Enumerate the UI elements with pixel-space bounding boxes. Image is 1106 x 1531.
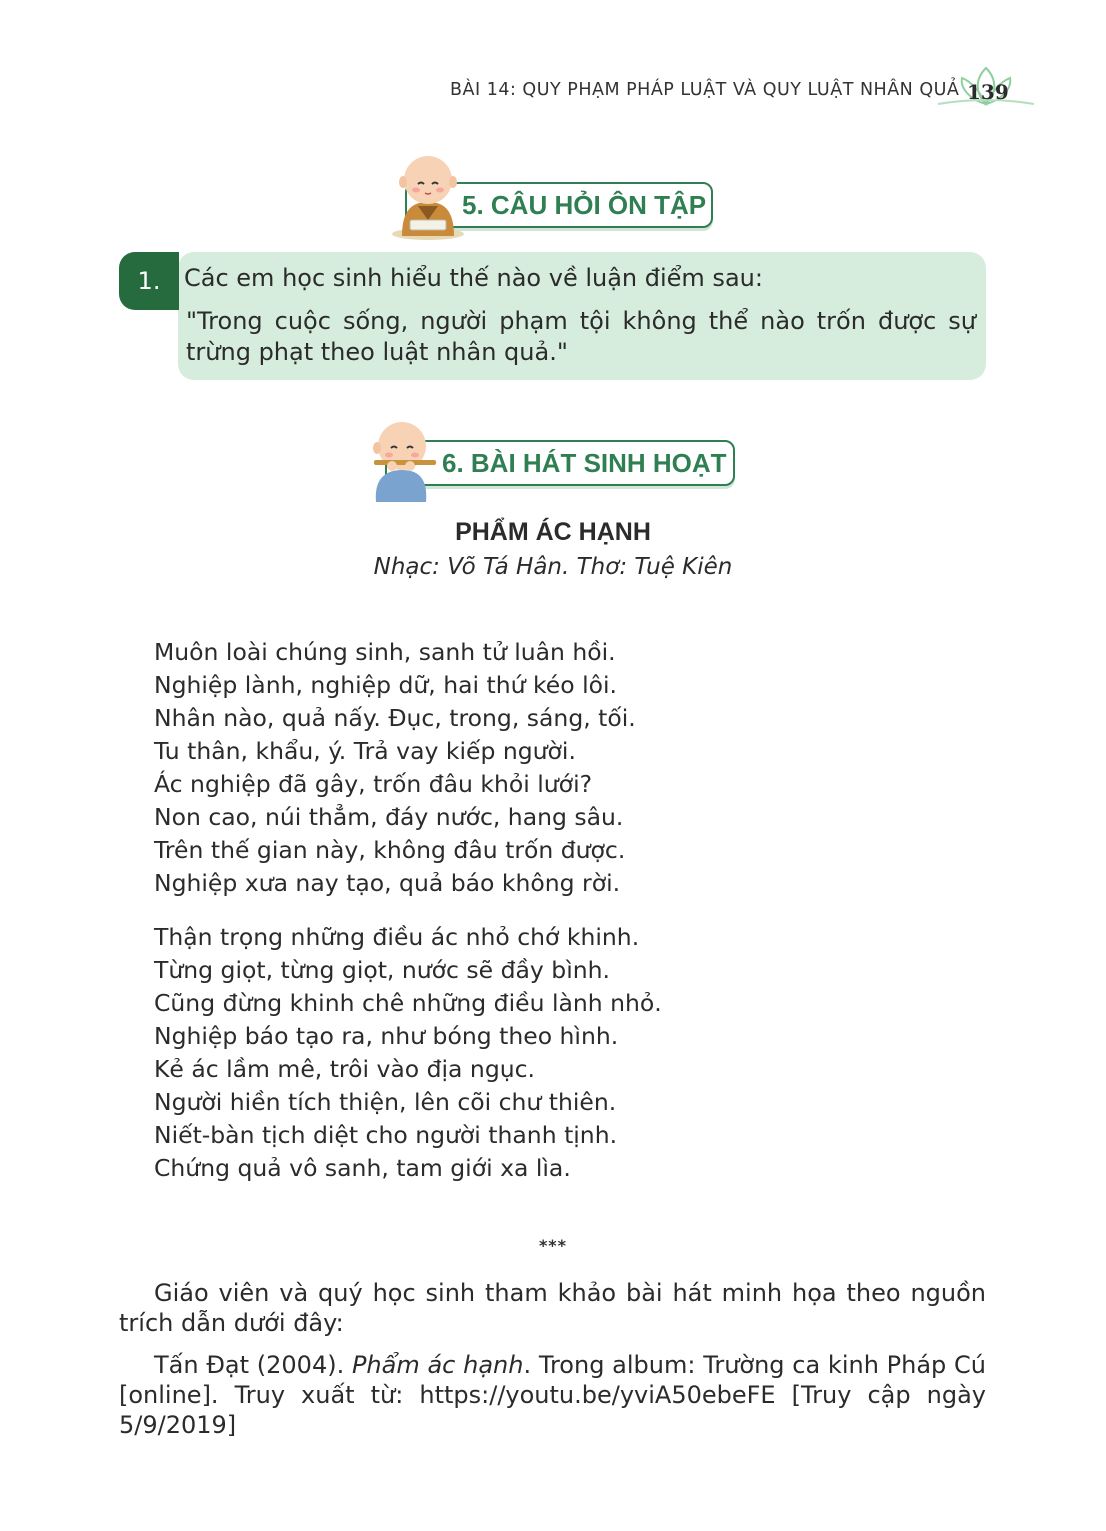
lyric-line: Ác nghiệp đã gây, trốn đâu khỏi lưới? bbox=[154, 770, 593, 798]
citation-details: . Trong album: Trường ca kinh Pháp Cú [online]. Truy xuất từ: https://youtu.be/yviA50ebeFE [Truy cập ngày 5/9/2019] bbox=[119, 1351, 986, 1439]
reference-intro: Giáo viên và quý học sinh tham khảo bài hát minh họa theo nguồn trích dẫn dưới đây: bbox=[119, 1279, 986, 1337]
stanza-2 bbox=[154, 921, 662, 1185]
question-quote: "Trong cuộc sống, người phạm tội không thể nào trốn được sự trừng phạt theo luật nhân quả." bbox=[186, 307, 976, 366]
separator: *** bbox=[538, 1236, 568, 1255]
question-text: Các em học sinh hiểu thế nào về luận điểm sau: bbox=[184, 264, 763, 292]
lyric-line: Nghiệp báo tạo ra, như bóng theo hình. bbox=[154, 1022, 619, 1050]
citation-title: Phẩm ác hạnh bbox=[351, 1351, 524, 1379]
section-5-title: 5. CÂU HỎI ÔN TẬP bbox=[462, 189, 707, 220]
lyric-line: Nhân nào, quả nấy. Đục, trong, sáng, tối. bbox=[154, 704, 636, 732]
monk-flute-icon bbox=[362, 412, 442, 504]
lyric-line: Nghiệp xưa nay tạo, quả báo không rời. bbox=[154, 869, 621, 897]
running-header: BÀI 14: QUY PHẠM PHÁP LUẬT VÀ QUY LUẬT NHÂN QUẢ bbox=[450, 80, 960, 100]
lyric-line: Non cao, núi thẳm, đáy nước, hang sâu. bbox=[154, 803, 624, 831]
lyric-line: Kẻ ác lầm mê, trôi vào địa ngục. bbox=[154, 1055, 536, 1083]
lyric-line: Trên thế gian này, không đâu trốn được. bbox=[154, 836, 626, 864]
citation-author: Tấn Đạt (2004). bbox=[154, 1351, 352, 1379]
lyric-line: Cũng đừng khinh chê những điều lành nhỏ. bbox=[154, 989, 662, 1017]
section-6-title: 6. BÀI HÁT SINH HOẠT bbox=[442, 447, 727, 478]
stanza-1 bbox=[154, 636, 636, 900]
reference-citation bbox=[119, 1350, 986, 1440]
lyric-line: Thận trọng những điều ác nhỏ chớ khinh. bbox=[154, 923, 640, 951]
lyric-line: Muôn loài chúng sinh, sanh tử luân hồi. bbox=[154, 638, 616, 666]
lyric-line: Người hiền tích thiện, lên cõi chư thiên. bbox=[154, 1088, 617, 1116]
lyric-line: Niết-bàn tịch diệt cho người thanh tịnh. bbox=[154, 1121, 618, 1149]
question-number: 1. bbox=[119, 252, 179, 310]
lyric-line: Từng giọt, từng giọt, nước sẽ đầy bình. bbox=[154, 956, 611, 984]
song-credit: Nhạc: Võ Tá Hân. Thơ: Tuệ Kiên bbox=[373, 554, 733, 580]
lyric-line: Chứng quả vô sanh, tam giới xa lìa. bbox=[154, 1154, 571, 1182]
song-title: PHẨM ÁC HẠNH bbox=[455, 518, 651, 546]
lyric-line: Tu thân, khẩu, ý. Trả vay kiếp người. bbox=[154, 737, 576, 765]
lyric-line: Nghiệp lành, nghiệp dữ, hai thứ kéo lôi. bbox=[154, 671, 618, 699]
monk-reading-icon bbox=[388, 150, 468, 242]
page-number: 139 bbox=[967, 80, 1009, 104]
